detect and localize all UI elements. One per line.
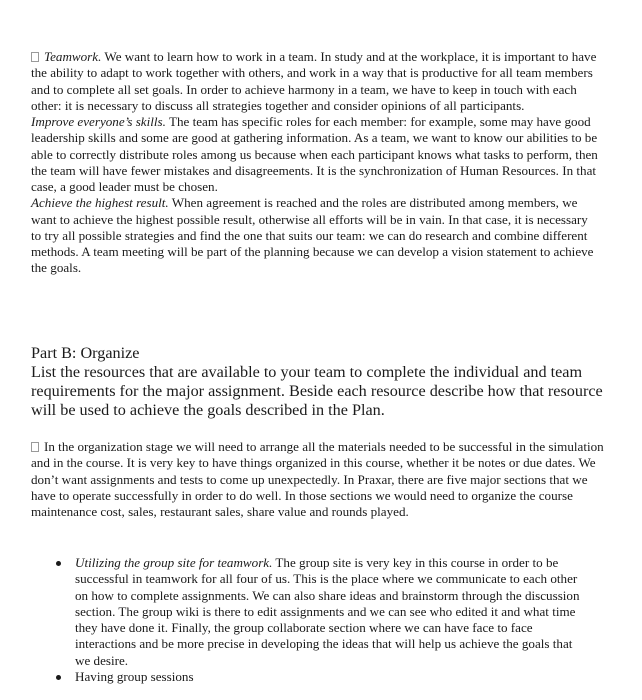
bullet-icon [56, 675, 61, 680]
part-b-prompt: List the resources that are available to your team to complete the individual and team requirements for the major assignment. Beside each resource describe how that resource will be used to achieve the goals described in the Plan. [31, 363, 603, 419]
list-item [31, 555, 586, 669]
skills-paragraph [31, 114, 601, 195]
checkbox-glyph-icon [31, 442, 39, 452]
resource-list [31, 555, 586, 685]
result-title: Achieve the highest result. [31, 195, 169, 211]
teamwork-title: Teamwork. [44, 49, 102, 64]
list-item-text: Having group sessions [75, 668, 194, 684]
organization-paragraph [31, 439, 611, 520]
checkbox-glyph-icon [31, 52, 39, 62]
teamwork-text: We want to learn how to work in a team. In study and at the workplace, it is important to have the ability to adapt to work together with others, and work in a way that is productive for all team members and to complete all set goals. In order to achieve harmony in a team, we have to keep in touch with each other: it is necessary to discuss all strategies together and consider opinions of all participants. [31, 49, 597, 113]
section-a-goals [31, 49, 601, 277]
teamwork-paragraph [31, 49, 601, 114]
skills-text: The team has specific roles for each member: for example, some may have good leadership skills and some are good at gathering information. As a team, we want to know our abilities to be able to correctly distribute roles among us because when each participant knows what tasks to perform, then the team will have fewer mistakes and disagreements. It is the synchronization of Human Resources. In that case, a good leader must be chosen. [31, 114, 598, 194]
organization-text: In the organization stage we will need to arrange all the materials needed to be successful in the simulation and in the course. It is very key to have things organized in this course, whether it be notes or due dates. We don’t want assignments and tests to come up unexpectedly. In Praxar, there are five major sections that we have to operate successfully in order to do well. In those sections we would need to organize the course maintenance cost, sales, restaurant sales, share value and rounds played. [31, 439, 604, 519]
list-item-title: Utilizing the group site for teamwork. [75, 555, 273, 570]
result-paragraph [31, 195, 601, 276]
part-b-title: Part B: Organize [31, 344, 140, 362]
list-item-text: The group site is very key in this course in order to be successful in teamwork for all four of us. This is the place where we communicate to each other on how to complete assignments. We can also share ideas and brainstorm through the discussion section. The group wiki is there to edit assignments and we can see who edited it and what time they have done it. Finally, the group collaborate section where we can have face to face interactions and be more precise in developing the ideas that will help us achieve the goals that we desire. [75, 555, 580, 668]
bullet-icon [56, 561, 61, 566]
result-text: When agreement is reached and the roles are distributed among members, we want to achieve the highest possible result, otherwise all efforts will be in vain. In that case, it is necessary to try all possible strategies and find the one that suits our team: we can do research and combine different methods. A team meeting will be part of the planning because we can develop a vision statement to achieve the goals. [31, 195, 594, 276]
list-item [31, 669, 586, 685]
skills-title: Improve everyone’s skills. [31, 114, 166, 129]
part-b-heading [31, 344, 611, 420]
